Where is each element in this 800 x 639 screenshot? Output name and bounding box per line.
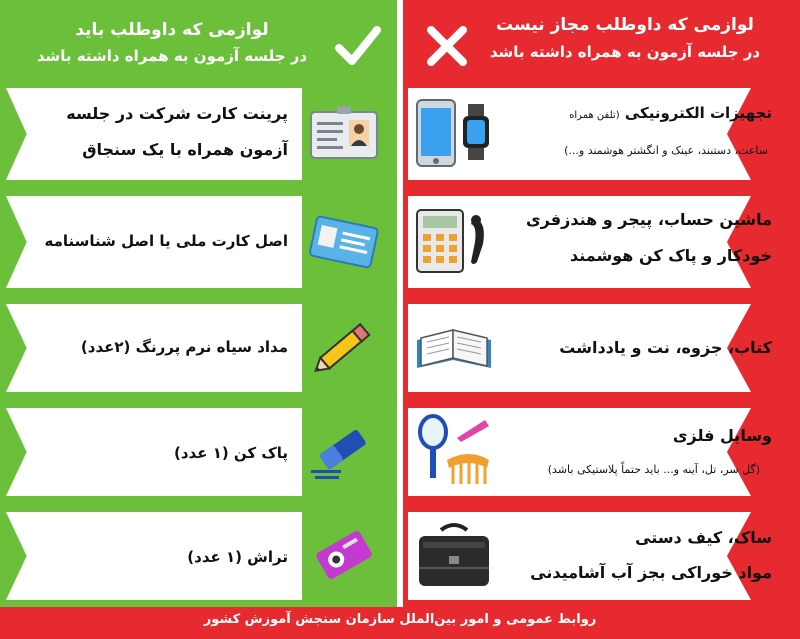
allowed-item-1-line1: پرینت کارت شرکت در جلسه — [66, 104, 288, 123]
phone-watch-icon — [413, 96, 495, 172]
forbidden-item-5-line2: مواد خوراکی بجز آب آشامیدنی — [530, 563, 772, 582]
forbidden-item-1-sub: ساعت، دستبند، عینک و انگشتر هوشمند و...) — [564, 144, 768, 157]
forbidden-item-5-line1: ساک، کیف دستی — [635, 528, 772, 547]
book-icon — [413, 310, 495, 386]
bag-icon — [413, 520, 495, 594]
forbidden-title-line2: در جلسه آزمون به همراه داشته باشد — [489, 43, 761, 61]
national-card-icon — [305, 206, 383, 276]
forbidden-item-1-note: (تلفن همراه — [569, 110, 620, 121]
forbidden-item-1-text — [569, 104, 772, 122]
column-divider — [397, 0, 403, 616]
allowed-item-2-text: اصل کارت ملی یا اصل شناسنامه — [44, 232, 288, 250]
allowed-title-line1: لوازمی که داوطلب باید — [75, 20, 269, 40]
allowed-item-4-text: پاک کن (۱ عدد) — [174, 444, 288, 462]
footer-text: روابط عمومی و امور بین‌الملل سازمان سنجش آموزش کشور — [203, 612, 597, 627]
allowed-item-5-text: تراش (۱ عدد) — [187, 548, 288, 566]
allowed-title-line2: در جلسه آزمون به همراه داشته باشد — [36, 47, 308, 65]
forbidden-title-line1: لوازمی که داوطلب مجاز نیست — [496, 15, 754, 35]
allowed-item-3-text: مداد سیاه نرم پررنگ (۲عدد) — [80, 338, 288, 356]
allowed-card-1 — [6, 88, 302, 180]
forbidden-item-3-text: کتاب، جزوه، نت و یادداشت — [559, 338, 772, 357]
forbidden-item-2-line1: ماشین حساب، پیجر و هندزفری — [526, 210, 772, 229]
eraser-icon — [305, 416, 383, 486]
forbidden-item-1-main: تجهیزات الکترونیکی — [624, 104, 772, 122]
pencil-icon — [305, 312, 383, 382]
sharpener-icon — [305, 520, 383, 590]
allowed-item-1-line2: آزمون همراه با یک سنجاق — [82, 140, 288, 159]
forbidden-item-4-text: وسایل فلزی — [672, 426, 772, 445]
forbidden-item-4-sub: (گل سر، تل، آینه و... باید حتماً پلاستیکی باشد) — [547, 463, 760, 476]
check-icon — [335, 24, 381, 70]
id-card-icon — [305, 100, 383, 170]
calculator-icon — [413, 204, 495, 280]
forbidden-item-2-line2: خودکار و پاک کن هوشمند — [570, 246, 772, 265]
cross-icon — [425, 24, 469, 68]
mirror-icon — [413, 412, 495, 496]
